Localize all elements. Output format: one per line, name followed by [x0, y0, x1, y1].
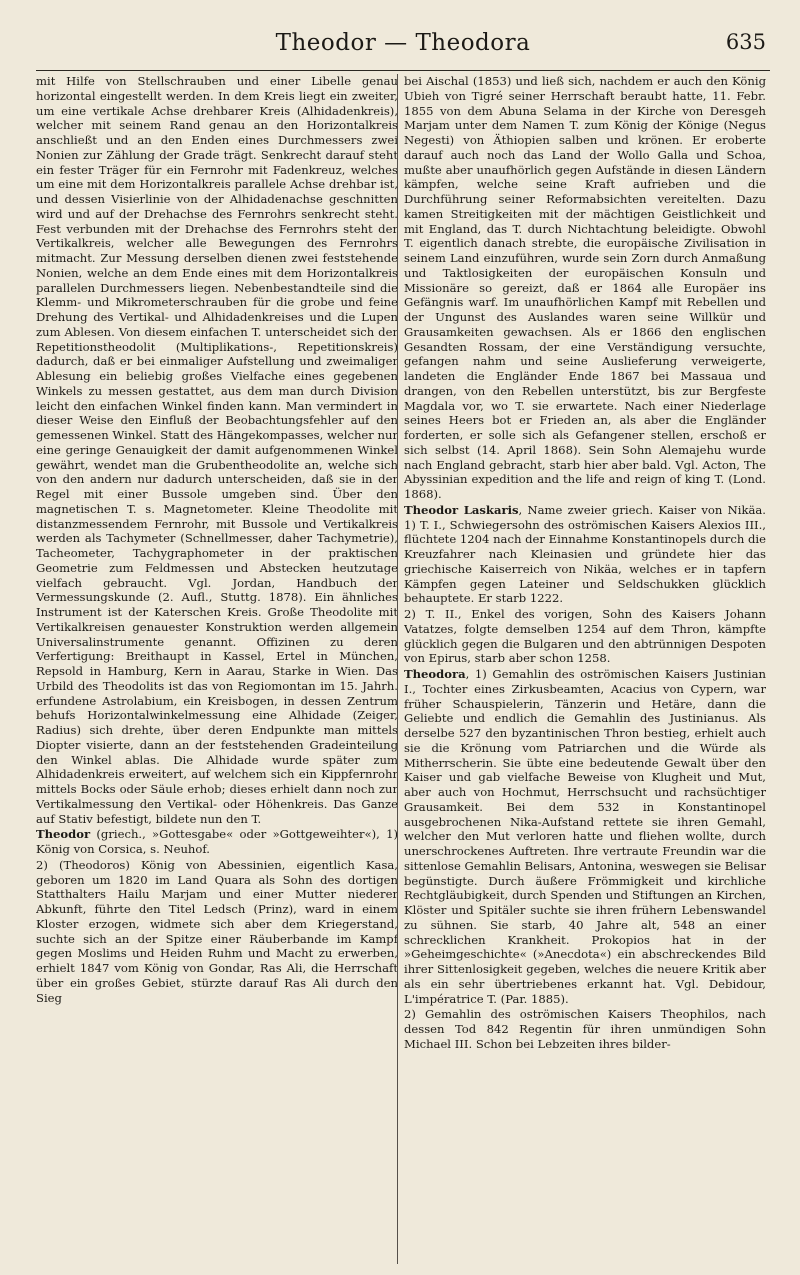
paragraph — [36, 858, 398, 1006]
page-header — [36, 30, 770, 62]
paragraph — [404, 1007, 766, 1051]
paragraph-text: bei Aischal (1853) und ließ sich, nachdem er auch den König Ubieh von Tigré seiner Herrschaft beraubt hatte, 11. Febr. 1855 von dem Abuna Selama in der Kirche von Deresgeh Marjam unter dem Namen T. zum König der Könige (Negus Negesti) von Äthiopien salben und krönen. Er eroberte darauf auch noch das Land der Wollo Galla und Schoa, mußte aber unaufhörlich gegen Aufstände in diesen Ländern kämpfen, welche seine Kraft aufrieben und die Durchführung seiner Reformabsichten vereitelten. Dazu kamen Streitigkeiten mit der mächtigen Geistlichkeit und mit England, das T. durch Nichtachtung beleidigte. Obwohl T. eigentlich danach strebte, die europäische Zivilisation in seinem Land einzuführen, wurde sein Zorn durch Anmaßung und Taktlosigkeiten der europäischen Konsuln und Missionäre so gereizt, daß er 1864 alle Europäer ins Gefängnis warf. Im unaufhörlichen Kampf mit Rebellen und der Ungunst des Auslandes waren seine Willkür und Grausamkeiten gewachsen. Als er 1866 den englischen Gesandten Rossam, der eine Verständigung versuchte, gefangen nahm und seine Auslieferung verweigerte, landeten die Engländer Ende 1867 bei Massaua und drangen, von den Rebellen unterstützt, bis zur Bergfeste Magdala vor, wo T. sie erwartete. Nach einer Niederlage seines Heers bot er Frieden an, als aber die Engländer forderten, er solle sich als Gefangener stellen, erschoß er sich selbst (14. April 1868). Sein Sohn Alemajehu wurde nach England gebracht, starb hier aber bald. Vgl. Acton, The Abyssinian expedition and the life and reign of king T. (Lond. 1868). — [404, 74, 766, 501]
entry-headword: Theodora — [404, 667, 466, 681]
paragraph-text: 2) (Theodoros) König von Abessinien, eigentlich Kasa, geboren um 1820 im Land Quara als Sohn des dortigen Statthalters Hailu Marjam und einer Mutter niederer Abkunft, führte den Titel Ledsch (Prinz), ward in einem Kloster erzogen, widmete sich aber dem Kriegerstand, suchte sich an der Spitze einer Räuberbande im Kampf gegen Moslims und Heiden Ruhm und Macht zu erwerben, erhielt 1847 vom König von Gondar, Ras Ali, die Herrschaft über ein großes Gebiet, stürzte darauf Ras Ali durch den Sieg — [36, 857, 398, 1005]
running-title: Theodor — Theodora — [275, 30, 531, 56]
paragraph-text: , Name zweier griech. Kaiser von Nikäa. 1) T. I., Schwiegersohn des oströmischen Kaisers Alexios III., flüchtete 1204 nach der Einnahme Konstantinopels durch die Kreuzfahrer nach Kleinasien und gründete hier das griechische Kaiserreich von Nikäa, welches er in tapfern Kämpfen gegen Lateiner und Seldschukken glücklich behauptete. Er starb 1222. — [404, 502, 766, 606]
paragraph — [404, 74, 766, 502]
paragraph-text: mit Hilfe von Stellschrauben und einer Libelle genau horizontal eingestellt werden. In dem Kreis liegt ein zweiter, um eine vertikale Achse drehbarer Kreis (Alhidadenkreis), welcher mit seinem Rand genau an den Horizontalkreis anschließt und an den Enden eines Durchmessers zwei Nonien zur Zählung der Grade trägt. Senkrecht darauf steht ein fester Träger für ein Fernrohr mit Fadenkreuz, welches um eine mit dem Horizontalkreis parallele Achse drehbar ist, und dessen Visierlinie von der Alhidadenachse geschnitten wird und auf der Drehachse des Fernrohrs senkrecht steht. Fest verbunden mit der Drehachse des Fernrohrs steht der Vertikalkreis, welcher alle Bewegungen des Fernrohrs mitmacht. Zur Messung derselben dienen zwei feststehende Nonien, welche an dem Ende eines mit dem Horizontalkreis parallelen Durchmessers liegen. Nebenbestandteile sind die Klemm- und Mikrometerschrauben für die grobe und feine Drehung des Vertikal- und Alhidadenkreises und die Lupen zum Ablesen. Von diesem einfachen T. unterscheidet sich der Repetitionstheodolit (Multiplikations-, Repetitionskreis) dadurch, daß er bei einmaliger Aufstellung und zweimaliger Ablesung ein beliebig großes Vielfache eines gegebenen Winkels zu messen gestattet, aus dem man durch Division leicht den einfachen Winkel finden kann. Man vermindert in dieser Weise den Einfluß der Beobachtungsfehler auf den gemessenen Winkel. Statt des Hängekompasses, welcher nur eine geringe Genauigkeit der damit aufgenommenen Winkel gewährt, wendet man die Grubentheodolite an, welche sich von den andern nur dadurch unterscheiden, daß sie in der Regel mit einer Bussole umgeben sind. Über den magnetischen T. s. Magnetometer. Kleine Theodolite mit distanzmessendem Fernrohr, mit Bussole und Vertikalkreis werden als Tachymeter (Schnellmesser, daher Tachymetrie), Tacheometer, Tachygraphometer in der praktischen Geometrie zum Feldmessen und Abstecken heutzutage vielfach gebraucht. Vgl. Jordan, Handbuch der Vermessungskunde (2. Aufl., Stuttg. 1878). Ein ähnliches Instrument ist der Katerschen Kreis. Große Theodolite mit Vertikalkreisen genauester Konstruktion werden allgemein Universalinstrumente genannt. Offizinen zu deren Verfertigung: Breithaupt in Kassel, Ertel in München, Repsold in Hamburg, Kern in Aarau, Starke in Wien. Das Urbild des Theodolits ist das von Regiomontan im 15. Jahrh. erfundene Astrolabium, ein Kreisbogen, in dessen Zentrum behufs Horizontalwinkelmessung eine Alhidade (Zeiger, Radius) sich drehte, über deren Endpunkte man mittels Diopter visierte, dann an der feststehenden Gradeinteilung den Winkel ablas. Die Alhidade wurde später zum Alhidadenkreis erweitert, auf welchem sich ein Kippfernrohr mittels Bocks oder Säule erhob; dieses erhielt dann noch zur Vertikalmessung den Vertikal- oder Höhenkreis. Das Ganze auf Stativ befestigt, bildete nun den T. — [36, 74, 398, 826]
right-column — [404, 74, 766, 1264]
column-divider — [397, 74, 398, 1264]
paragraph-text: (griech., »Gottesgabe« oder »Gottgeweihter«), 1) König von Corsica, s. Neuhof. — [36, 827, 398, 856]
entry-headword: Theodor Laskaris — [404, 502, 519, 517]
entry-theodora — [404, 667, 766, 1006]
paragraph-text: , 1) Gemahlin des oströmischen Kaisers Justinian I., Tochter eines Zirkusbeamten, Acacius von Cypern, war früher Schauspielerin, Tänzerin und Hetäre, dann die Geliebte und endlich die Gemahlin des Justinianus. Als derselbe 527 den byzantinischen Thron bestieg, erhielt auch sie die Krönung vom Patriarchen und die Würde als Mitherrscherin. Sie übte eine bedeutende Gewalt über den Kaiser und gab vielfache Beweise von Klugheit und Mut, aber auch von Hochmut, Herrschsucht und rachsüchtiger Grausamkeit. Bei dem 532 in Konstantinopel ausgebrochenen Nika-Aufstand rettete sie ihren Gemahl, welcher den Mut verloren hatte und fliehen wollte, durch unerschrockenes Auftreten. Ihre vertraute Freundin war die sittenlose Gemahlin Belisars, Antonina, weswegen sie Belisar begünstigte. Durch äußere Frömmigkeit und kirchliche Rechtgläubigkeit, durch Spenden und Stiftungen an Kirchen, Klöster und Spitäler suchte sie ihren frühern Lebenswandel zu sühnen. Sie starb, 40 Jahre alt, 548 an einer schrecklichen Krankheit. Prokopios hat in der »Geheimgeschichte« (»Anecdota«) ein abschreckendes Bild ihrer Sittenlosigkeit gegeben, welches die neuere Kritik aber als ein sehr übertriebenes erkannt hat. Vgl. Debidour, L'impératrice T. (Par. 1885). — [404, 667, 766, 1006]
paragraph — [36, 74, 398, 826]
paragraph — [404, 607, 766, 666]
entry-headword: Theodor — [36, 827, 91, 842]
paragraph-text: 2) T. II., Enkel des vorigen, Sohn des Kaisers Johann Vatatzes, folgte demselben 1254 auf dem Thron, kämpfte glücklich gegen die Bulgaren und den abtrünnigen Despoten von Epirus, starb aber schon 1258. — [404, 607, 766, 666]
entry-theodor — [36, 827, 398, 857]
left-column — [36, 74, 398, 1264]
entry-theodor-laskaris — [404, 503, 766, 606]
page-number: 635 — [725, 30, 766, 54]
header-rule — [36, 70, 770, 71]
paragraph-text: 2) Gemahlin des oströmischen Kaisers Theophilos, nach dessen Tod 842 Regentin für ihren unmündigen Sohn Michael III. Schon bei Lebzeiten ihres bilder- — [404, 1007, 766, 1051]
